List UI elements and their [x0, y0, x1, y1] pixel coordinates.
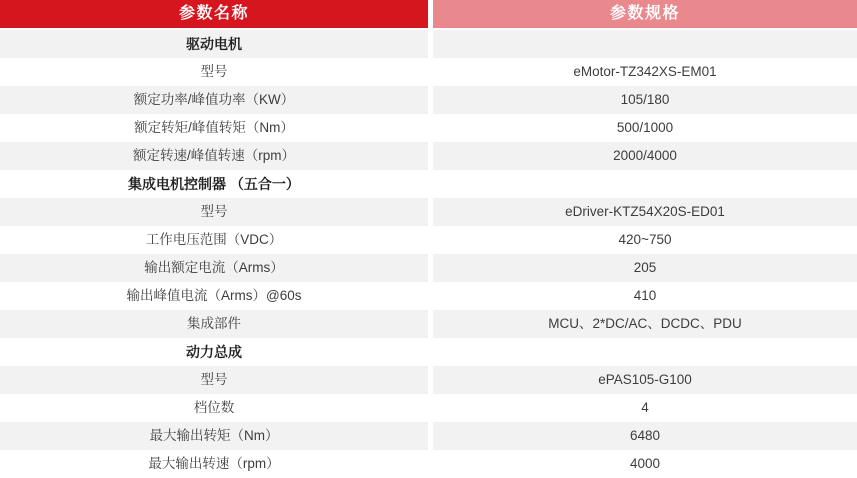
- param-value-cell: 205: [433, 254, 857, 282]
- table-row-section-drive-motor: [0, 30, 857, 58]
- param-value-cell: MCU、2*DC/AC、DCDC、PDU: [433, 310, 857, 338]
- param-value-cell: eDriver-KTZ54X20S-ED01: [433, 198, 857, 226]
- param-name-cell: 型号: [0, 366, 428, 394]
- table-row-integrated-components: [0, 310, 857, 338]
- table-row-rated-peak-power: [0, 86, 857, 114]
- param-value-cell: 2000/4000: [433, 142, 857, 170]
- table-row-rated-peak-speed: [0, 142, 857, 170]
- table-header-row: [0, 0, 857, 28]
- table-row-rated-output-current: [0, 254, 857, 282]
- param-value-cell: 6480: [433, 422, 857, 450]
- param-name-cell: 集成部件: [0, 310, 428, 338]
- param-value-cell: [433, 338, 857, 366]
- param-name-cell: 额定转速/峰值转速（rpm）: [0, 142, 428, 170]
- table-row-rated-peak-torque: [0, 114, 857, 142]
- table-row-powertrain-model: [0, 366, 857, 394]
- table-row-motor-model: [0, 58, 857, 86]
- param-value-cell: 500/1000: [433, 114, 857, 142]
- param-name-cell: 工作电压范围（VDC）: [0, 226, 428, 254]
- param-name-cell: 驱动电机: [0, 30, 428, 58]
- param-name-cell: 额定转矩/峰值转矩（Nm）: [0, 114, 428, 142]
- param-value-cell: eMotor-TZ342XS-EM01: [433, 58, 857, 86]
- param-value-cell: [433, 170, 857, 198]
- table-row-max-output-torque: [0, 422, 857, 450]
- param-name-cell: 额定功率/峰值功率（KW）: [0, 86, 428, 114]
- table-row-section-controller: [0, 170, 857, 198]
- param-value-cell: 105/180: [433, 86, 857, 114]
- param-value-cell: 410: [433, 282, 857, 310]
- table-row-voltage-range: [0, 226, 857, 254]
- param-value-cell: ePAS105-G100: [433, 366, 857, 394]
- param-value-cell: 4: [433, 394, 857, 422]
- column-header-param-name: 参数名称: [0, 0, 428, 28]
- param-name-cell: 输出峰值电流（Arms）@60s: [0, 282, 428, 310]
- param-name-cell: 最大输出转矩（Nm）: [0, 422, 428, 450]
- param-name-cell: 型号: [0, 58, 428, 86]
- param-value-cell: [433, 30, 857, 58]
- table-row-gear-count: [0, 394, 857, 422]
- table-row-section-powertrain: [0, 338, 857, 366]
- column-header-param-spec: 参数规格: [433, 0, 857, 28]
- param-name-cell: 动力总成: [0, 338, 428, 366]
- param-value-cell: 4000: [433, 450, 857, 478]
- param-name-cell: 档位数: [0, 394, 428, 422]
- table-row-max-output-speed: [0, 450, 857, 478]
- param-name-cell: 型号: [0, 198, 428, 226]
- param-name-cell: 输出额定电流（Arms）: [0, 254, 428, 282]
- table-row-peak-output-current: [0, 282, 857, 310]
- table-row-controller-model: [0, 198, 857, 226]
- param-name-cell: 最大输出转速（rpm）: [0, 450, 428, 478]
- param-value-cell: 420~750: [433, 226, 857, 254]
- param-name-cell: 集成电机控制器 （五合一）: [0, 170, 428, 198]
